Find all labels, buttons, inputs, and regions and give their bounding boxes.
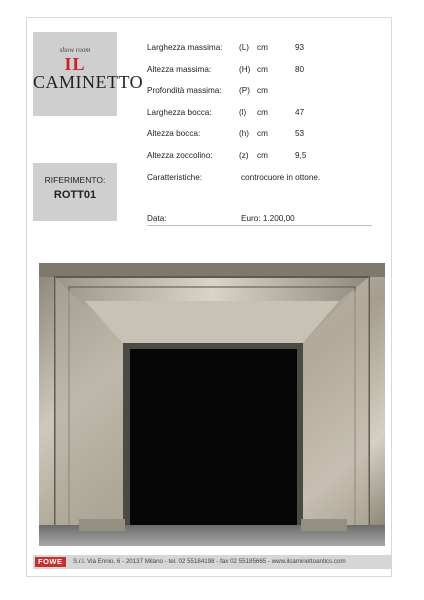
- right-plinth: [301, 519, 347, 531]
- logo-il: IL: [64, 54, 86, 74]
- left-plinth: [79, 519, 125, 531]
- spec-code: (z): [239, 151, 249, 160]
- mantel-top: [39, 263, 385, 277]
- spec-label: Larghezza massima:: [147, 43, 223, 52]
- mantel-inner: [85, 301, 339, 343]
- spec-unit: cm: [257, 129, 268, 138]
- footer: [33, 555, 392, 569]
- mantel-bevel: [55, 277, 369, 301]
- spec-code: (h): [239, 129, 250, 138]
- spec-label: Altezza massima:: [147, 65, 212, 74]
- spec-label: Altezza zoccolino:: [147, 151, 213, 160]
- footer-text: S.r.l. Via Ennio, 6 - 20137 Milano - tel. 02 55184198 - fax 02 55185665 - www.ilcaminettoantics.com: [73, 558, 346, 565]
- spec-unit: cm: [257, 43, 268, 52]
- spec-value: 93: [295, 43, 305, 52]
- spec-unit: cm: [257, 86, 268, 95]
- features-label: Caratteristiche:: [147, 173, 203, 182]
- fireplace-photo: [39, 263, 385, 546]
- spec-value: 80: [295, 65, 305, 74]
- reference-code: ROTT01: [53, 189, 97, 201]
- fire-opening: [130, 349, 297, 527]
- price-value: Euro: 1.200,00: [241, 214, 295, 223]
- divider: [147, 225, 372, 226]
- reference-label: RIFERIMENTO:: [44, 175, 106, 185]
- spec-value: 9,5: [295, 151, 307, 160]
- price-row: [147, 214, 295, 223]
- features-value: controcuore in ottone.: [241, 173, 321, 182]
- spec-value: 47: [295, 108, 305, 117]
- spec-label: Larghezza bocca:: [147, 108, 212, 117]
- features-row: [147, 173, 321, 182]
- spec-code: (l): [239, 108, 247, 117]
- logo: [33, 32, 144, 116]
- logo-tagline: show room: [59, 46, 91, 54]
- reference-box: [33, 163, 117, 221]
- spec-code: (H): [239, 65, 251, 74]
- price-label: Data:: [147, 214, 167, 223]
- logo-name: CAMINETTO: [33, 72, 144, 92]
- spec-unit: cm: [257, 65, 268, 74]
- spec-unit: cm: [257, 108, 268, 117]
- spec-value: 53: [295, 129, 305, 138]
- fireplace-image: [39, 263, 385, 546]
- spec-unit: cm: [257, 151, 268, 160]
- spec-code: (L): [239, 43, 250, 52]
- footer-brand: FOWE: [35, 557, 66, 567]
- spec-label: Profondità massima:: [147, 86, 222, 95]
- spec-label: Altezza bocca:: [147, 129, 201, 138]
- spec-code: (P): [239, 86, 250, 95]
